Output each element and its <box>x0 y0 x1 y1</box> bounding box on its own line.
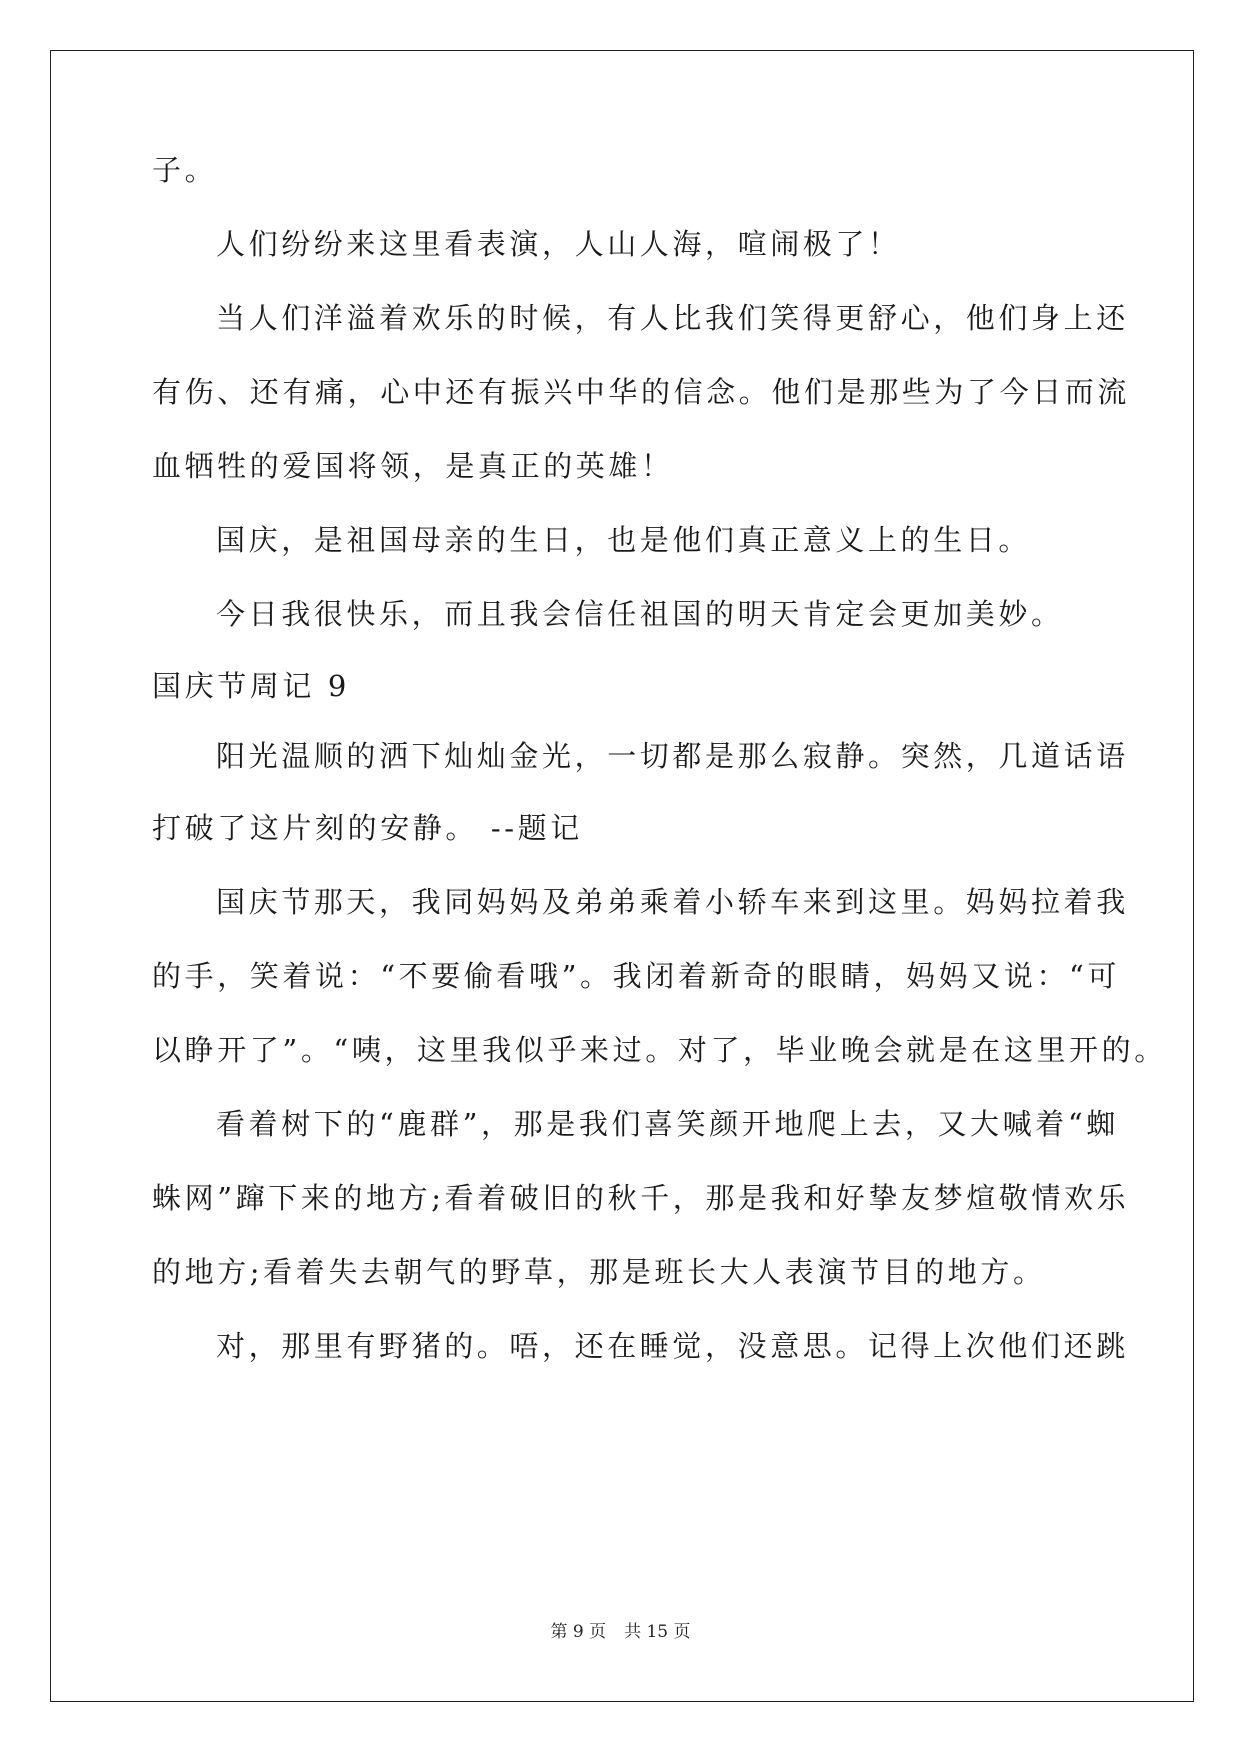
text-line: 以睁开了”。“咦，这里我似乎来过。对了，毕业晚会就是在这里开的。 <box>152 1033 1167 1067</box>
paragraph-line: 对，那里有野猪的。唔，还在睡觉，没意思。记得上次他们还跳 <box>216 1329 1129 1363</box>
paragraph-line: 人们纷纷来这里看表演，人山人海，喧闹极了！ <box>216 227 901 261</box>
text-line: 打破了这片刻的安静。 --题记 <box>152 811 583 845</box>
paragraph-line: 今日我很快乐，而且我会信任祖国的明天肯定会更加美妙。 <box>216 597 1064 631</box>
paragraph-line: 阳光温顺的洒下灿灿金光，一切都是那么寂静。突然，几道话语 <box>216 739 1129 773</box>
page-total: 共 15 页 <box>624 1622 691 1642</box>
paragraph-line: 国庆，是祖国母亲的生日，也是他们真正意义上的生日。 <box>216 523 1032 557</box>
paragraph-line: 看着树下的“鹿群”，那是我们喜笑颜开地爬上去，又大喊着“蜘 <box>216 1107 1119 1141</box>
paragraph-line: 国庆节那天，我同妈妈及弟弟乘着小轿车来到这里。妈妈拉着我 <box>216 885 1129 919</box>
text-line: 蛛网”蹿下来的地方;看着破旧的秋千，那是我和好挚友梦煊敬情欢乐 <box>152 1181 1130 1215</box>
page-footer <box>0 1620 1241 1644</box>
text-line: 血牺牲的爱国将领，是真正的英雄！ <box>152 449 674 483</box>
page-number: 第 9 页 <box>550 1622 607 1642</box>
text-line: 有伤、还有痛，心中还有振兴中华的信念。他们是那些为了今日而流 <box>152 375 1131 409</box>
section-heading: 国庆节周记 9 <box>152 669 350 703</box>
text-line: 的地方;看着失去朝气的野草，那是班长大人表演节目的地方。 <box>152 1255 1046 1289</box>
text-line: 子。 <box>152 153 218 187</box>
text-line: 的手，笑着说：“不要偷看哦”。我闭着新奇的眼睛，妈妈又说：“可 <box>152 959 1121 993</box>
page-border <box>50 50 1194 1702</box>
paragraph-line: 当人们洋溢着欢乐的时候，有人比我们笑得更舒心，他们身上还 <box>216 301 1129 335</box>
